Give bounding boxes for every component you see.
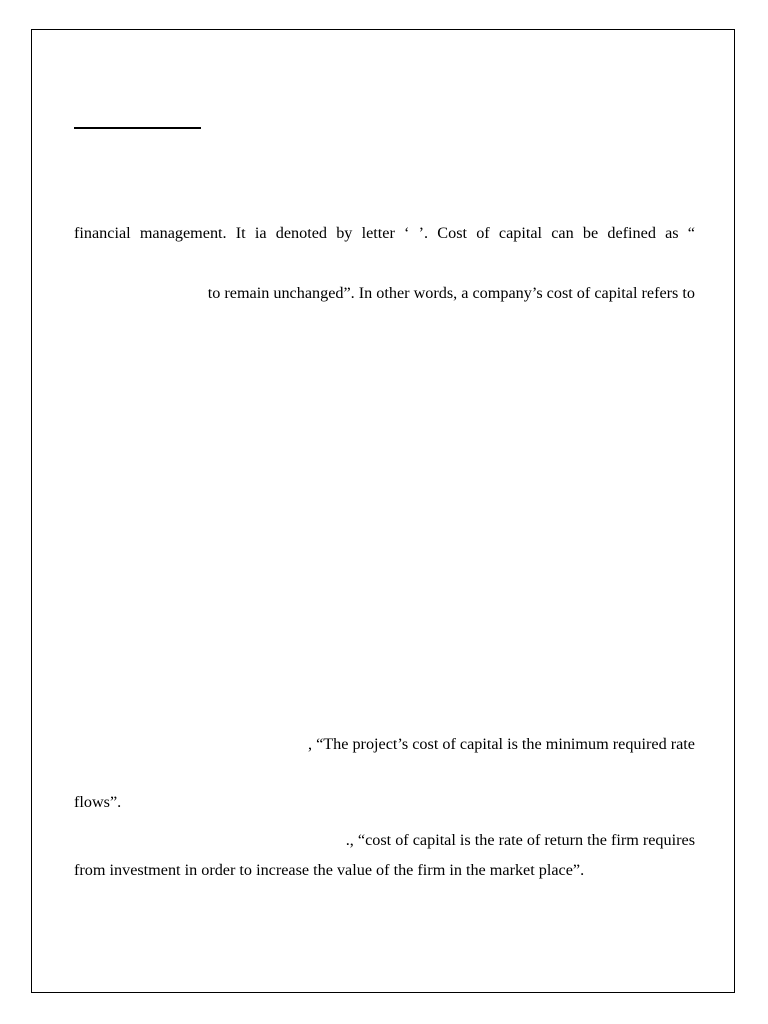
definition-line-1: ., “cost of capital is the rate of return the firm requires: [345, 831, 695, 849]
paragraph-line-2: to remain unchanged”. In other words, a company’s cost of capital refers to: [207, 284, 695, 302]
title-underline: [74, 127, 201, 129]
paragraph-line-1: financial management. It ia denoted by letter ‘ ’. Cost of capital can be defined as “: [74, 224, 695, 242]
quote-line-2: flows”.: [74, 793, 122, 811]
quote-line-1: , “The project’s cost of capital is the minimum required rate: [307, 735, 695, 753]
definition-line-2: from investment in order to increase the value of the firm in the market place”.: [74, 861, 585, 879]
